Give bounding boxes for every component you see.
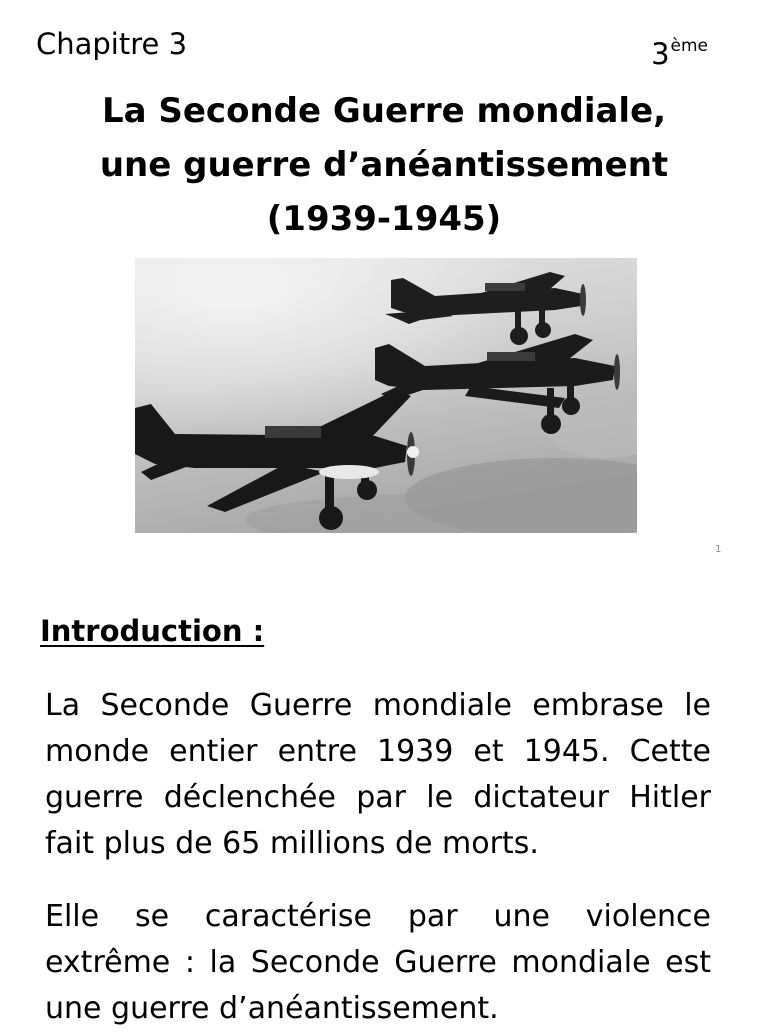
grade-level	[651, 28, 708, 72]
introduction-paragraph-1: La Seconde Guerre mondiale embrase le monde entier entre 1939 et 1945. Cette guerre déclenchée par le dictateur Hitler fait plus de 65 millions de morts.	[45, 688, 711, 861]
page-number: 1	[715, 544, 722, 555]
grade-level-number: 3	[651, 37, 670, 71]
page-title	[0, 84, 768, 246]
grade-level-suffix: ème	[670, 36, 708, 56]
title-line-1: La Seconde Guerre mondiale,	[101, 91, 667, 131]
title-line-3: (1939-1945)	[266, 199, 502, 239]
introduction-paragraph-2: Elle se caractérise par une violence extrême : la Seconde Guerre mondiale est une guerre d’anéantissement.	[45, 899, 711, 1026]
warplanes-photo	[135, 258, 637, 533]
chapter-label: Chapitre 3	[36, 27, 188, 61]
introduction-heading: Introduction :	[40, 614, 265, 648]
warplanes-illustration	[135, 258, 637, 533]
title-line-2: une guerre d’anéantissement	[99, 145, 669, 185]
